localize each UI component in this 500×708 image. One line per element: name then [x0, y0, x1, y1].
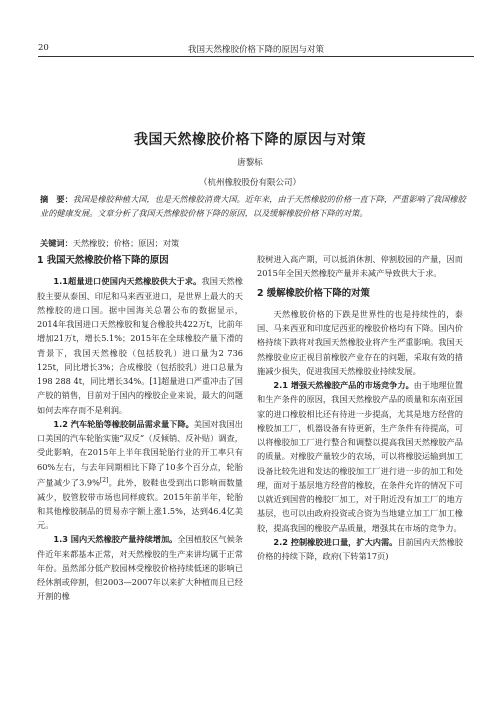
- page-number: 20: [38, 43, 49, 53]
- paragraph-1-2-text-b: 。此外，胶鞋也受到出口影响而数量减少，胶管胶带市场也同样疲软。2015年前半年，轮胎和其他橡胶制品的贸易赤字额上涨1.5%，达到46.4亿美元。: [37, 477, 243, 531]
- paragraph-2-2: [257, 535, 463, 564]
- paragraph-2-2-text: 目前国内天然橡胶价格的持续下降，政府(下转第17页): [257, 536, 463, 561]
- paragraph-1-2: [37, 417, 243, 533]
- paragraph-2-1-text: 由于地理位置和生产条件的原因，我国天然橡胶产品的质量和东南亚国家的进口橡胶相比还有待进一步提高，尤其是地方经营的橡胶加工厂，机器设备有待更新，生产条件有待提高，可以将橡胶加工厂进行整合和调整以提高我国天然橡胶产品的质量。对橡胶产量较少的农场，可以将橡胶运输到加工设备比较先进和发达的橡胶加工厂进行进一步的加工和处理，面对于基层地方经营的橡胶，在条件允许的情况下可以就近到国营的橡胶厂加工，对于附近没有加工厂的地方基层，也可以由政府投资或合资为当地建立加工厂加工橡胶，提高我国的橡胶产品质量，增强其在市场的竞争力。: [257, 380, 463, 533]
- paragraph-2-intro: 天然橡胶价格的下跌是世界性的也是持续性的，泰国、马来西亚和印度尼西亚的橡胶价格均有下降。国内价格持续下跌将对我国天然橡胶业将产生严重影响。我国天然橡胶业应正视目前橡胶产业存在的问题，采取有效的措施减少损失，促进我国天然橡胶业持续发展。: [257, 308, 463, 376]
- paragraph-continued: 胶树进入高产期，可以抵消休割、停割胶园的产量，因而2015年全国天然橡胶产量并未减产导致供大于求。: [257, 254, 463, 279]
- subsection-1-1-lead: 1.1超量进口使国内天然橡胶供大于求。: [53, 276, 202, 287]
- paragraph-1-1: [37, 274, 243, 417]
- section-1-title: 1 我国天然橡胶价格下降的原因: [37, 255, 169, 266]
- paragraph-1-3: [37, 532, 243, 603]
- paragraph-1-3-text: 全国植胶区气候条件近年来都基本正常，对天然橡胶的生产来讲均属于正常年份。虽然部分低产胶园林受橡胶价格持续低迷的影响已经休割或停割，但2003—2007年以来扩大种植而且已经开割的橡: [37, 534, 243, 602]
- keywords: [40, 238, 472, 249]
- left-column: [37, 252, 243, 604]
- subsection-2-1-lead: 2.1 增强天然橡胶产品的市场竞争力。: [273, 380, 414, 390]
- subsection-1-3-lead: 1.3 国内天然橡胶产量持续增加。: [53, 534, 178, 545]
- keywords-label: 关键词：: [40, 238, 73, 248]
- right-column: [257, 252, 463, 563]
- running-title: 我国天然橡胶价格下降的原因与对策: [187, 45, 324, 55]
- keywords-text: 天然橡胶；价格；原因；对策: [72, 238, 180, 248]
- section-2-title: 2 缓解橡胶价格下降的对策: [257, 287, 370, 299]
- citation-2: [2]: [99, 476, 109, 484]
- abstract: [40, 192, 472, 220]
- article-title: 我国天然橡胶价格下降的原因与对策: [134, 132, 366, 148]
- paragraph-2-1: [257, 378, 463, 535]
- affiliation: （杭州橡胶股份有限公司）: [198, 178, 301, 188]
- paragraph-1-1-text: 我国天然橡胶主要从泰国、印尼和马来西亚进口，是世界上最大的天然橡胶的进口国。据中国海关总署公布的数据显示，2014年我国进口天然橡胶和复合橡胶共422万t，比前年增加21万t，增长5.1%；2015年在全球橡胶产量下滑的背景下，我国天然橡胶（包括胶乳）进口量为2 736 125t，同比增长3%；合成橡胶（包括胶乳）进口总量为198 288 4t，同比增长34%。[1]超量进口严重冲击了国产胶的销售，目前对于国内的橡胶企业来说，最大的问题如何去库存而不是利润。: [37, 276, 243, 415]
- subsection-2-2-lead: 2.2 控制橡胶进口量，扩大内需。: [273, 536, 398, 547]
- abstract-label: 摘 要：: [40, 194, 73, 204]
- running-header: [38, 40, 474, 57]
- paragraph-1-2-text-a: 美国对我国出口美国的汽车轮胎实施“双反”（反倾销、反补贴）调查，受此影响，在2015年上半年我国轮胎行业的开工率只有60%左右，与去年同期相比下降了10多个百分点，轮胎产量减少了3.9%: [37, 418, 243, 488]
- abstract-text: 我国是橡胶种植大国，也是天然橡胶消费大国。近年来，由于天然橡胶的价格一直下降，严重影响了我国橡胶业的健康发展。文章分析了我国天然橡胶价格下降的原因，以及缓解橡胶价格下降的对策。: [40, 194, 466, 218]
- author: 唐黎标: [237, 158, 263, 168]
- subsection-1-2-lead: 1.2 汽车轮胎等橡胶制品需求量下降。: [53, 418, 194, 429]
